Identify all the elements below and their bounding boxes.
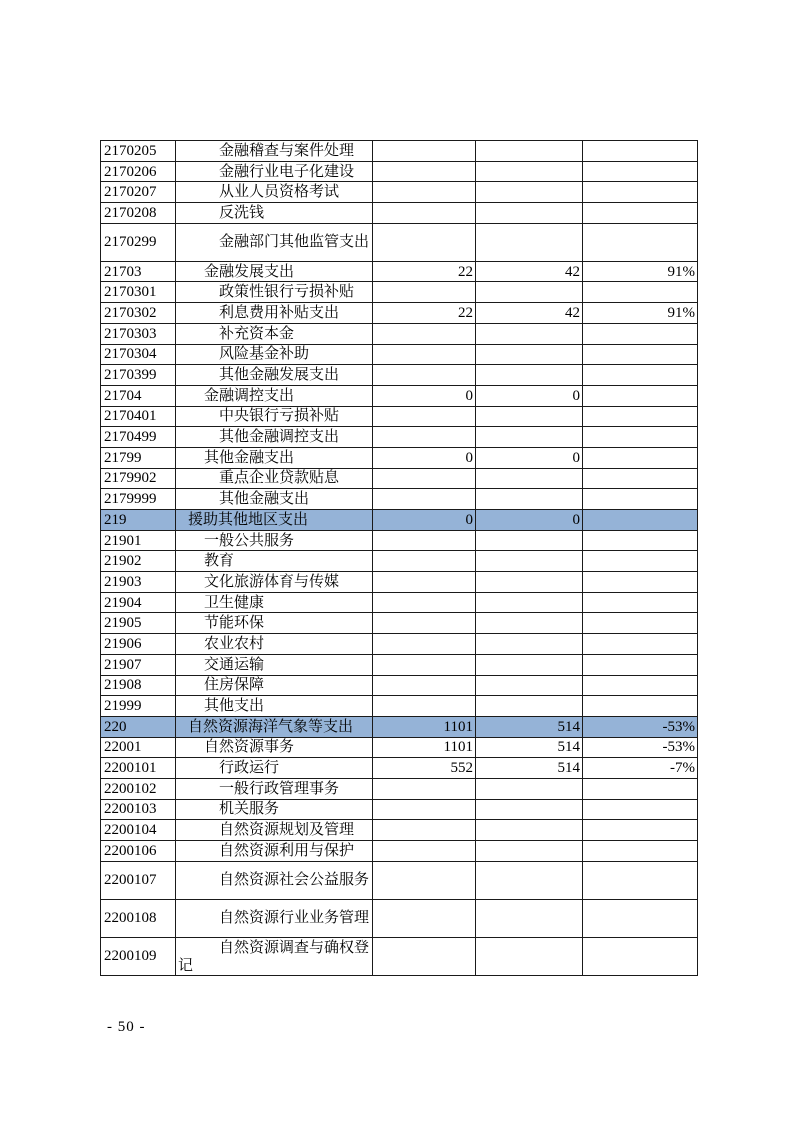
table-row [101, 900, 698, 938]
code-cell: 21703 [101, 262, 176, 283]
table-row [101, 141, 698, 162]
name-cell: 文化旅游体育与传媒 [176, 572, 373, 593]
value2-cell [476, 655, 583, 676]
name-cell: 其他金融支出 [176, 448, 373, 469]
percent-cell [583, 365, 698, 386]
page-number: - 50 - [107, 1019, 146, 1035]
name-cell: 一般公共服务 [176, 531, 373, 552]
percent-cell [583, 345, 698, 366]
code-cell: 2179902 [101, 469, 176, 490]
value2-cell [476, 800, 583, 821]
code-cell: 219 [101, 510, 176, 531]
percent-cell [583, 324, 698, 345]
name-cell: 机关服务 [176, 800, 373, 821]
table-row [101, 862, 698, 900]
value1-cell: 22 [373, 262, 476, 283]
code-cell: 2200103 [101, 800, 176, 821]
value1-cell [373, 345, 476, 366]
percent-cell [583, 655, 698, 676]
table-row [101, 427, 698, 448]
percent-cell [583, 448, 698, 469]
name-cell: 自然资源行业业务管理 [176, 900, 373, 938]
value1-cell: 552 [373, 758, 476, 779]
code-cell: 2170208 [101, 203, 176, 224]
name-cell: 自然资源海洋气象等支出 [176, 717, 373, 738]
percent-cell [583, 820, 698, 841]
value1-cell [373, 469, 476, 490]
code-cell: 2170304 [101, 345, 176, 366]
value1-cell [373, 676, 476, 697]
value2-cell [476, 593, 583, 614]
value2-cell [476, 469, 583, 490]
name-cell: 政策性银行亏损补贴 [176, 282, 373, 303]
table-row [101, 345, 698, 366]
code-cell: 21905 [101, 613, 176, 634]
value2-cell: 514 [476, 738, 583, 759]
value1-cell: 0 [373, 386, 476, 407]
code-cell: 21907 [101, 655, 176, 676]
name-cell: 住房保障 [176, 676, 373, 697]
percent-cell [583, 510, 698, 531]
name-cell: 补充资本金 [176, 324, 373, 345]
table-row [101, 469, 698, 490]
value2-cell [476, 841, 583, 862]
code-cell: 2200108 [101, 900, 176, 938]
table-row [101, 510, 698, 531]
percent-cell [583, 900, 698, 938]
percent-cell [583, 182, 698, 203]
value1-cell: 22 [373, 303, 476, 324]
value2-cell: 0 [476, 510, 583, 531]
code-cell: 2200107 [101, 862, 176, 900]
value1-cell [373, 224, 476, 262]
percent-cell [583, 593, 698, 614]
percent-cell [583, 572, 698, 593]
percent-cell [583, 531, 698, 552]
table-row [101, 448, 698, 469]
percent-cell [583, 634, 698, 655]
value1-cell [373, 593, 476, 614]
percent-cell [583, 224, 698, 262]
percent-cell [583, 282, 698, 303]
name-cell: 金融发展支出 [176, 262, 373, 283]
value1-cell [373, 407, 476, 428]
name-cell: 自然资源事务 [176, 738, 373, 759]
percent-cell [583, 162, 698, 183]
value2-cell [476, 779, 583, 800]
code-cell: 2200102 [101, 779, 176, 800]
table-row [101, 655, 698, 676]
table-row [101, 696, 698, 717]
table-row [101, 676, 698, 697]
code-cell: 2200104 [101, 820, 176, 841]
value1-cell: 1101 [373, 738, 476, 759]
value1-cell [373, 162, 476, 183]
name-cell: 其他支出 [176, 696, 373, 717]
value1-cell [373, 427, 476, 448]
name-cell: 其他金融发展支出 [176, 365, 373, 386]
value2-cell [476, 938, 583, 976]
value1-cell [373, 282, 476, 303]
name-cell: 重点企业贷款贴息 [176, 469, 373, 490]
value2-cell [476, 489, 583, 510]
percent-cell [583, 427, 698, 448]
percent-cell [583, 386, 698, 407]
percent-cell [583, 938, 698, 976]
table-row [101, 365, 698, 386]
code-cell: 2170207 [101, 182, 176, 203]
table-row [101, 386, 698, 407]
code-cell: 21908 [101, 676, 176, 697]
percent-cell: 91% [583, 303, 698, 324]
name-cell: 金融稽查与案件处理 [176, 141, 373, 162]
value1-cell [373, 938, 476, 976]
value1-cell [373, 324, 476, 345]
value2-cell [476, 531, 583, 552]
value2-cell [476, 613, 583, 634]
name-cell: 农业农村 [176, 634, 373, 655]
name-cell: 自然资源规划及管理 [176, 820, 373, 841]
percent-cell [583, 489, 698, 510]
table-row [101, 841, 698, 862]
value1-cell [373, 203, 476, 224]
code-cell: 2179999 [101, 489, 176, 510]
value1-cell [373, 182, 476, 203]
table-row [101, 282, 698, 303]
table-row [101, 800, 698, 821]
percent-cell [583, 203, 698, 224]
value2-cell [476, 676, 583, 697]
table-row [101, 738, 698, 759]
table-row [101, 489, 698, 510]
value1-cell [373, 531, 476, 552]
name-cell: 节能环保 [176, 613, 373, 634]
name-cell: 行政运行 [176, 758, 373, 779]
code-cell: 2170401 [101, 407, 176, 428]
value2-cell: 0 [476, 448, 583, 469]
table-row [101, 162, 698, 183]
code-cell: 2170399 [101, 365, 176, 386]
value1-cell [373, 841, 476, 862]
name-cell: 利息费用补贴支出 [176, 303, 373, 324]
value1-cell [373, 820, 476, 841]
table-row [101, 758, 698, 779]
percent-cell [583, 676, 698, 697]
name-cell: 其他金融支出 [176, 489, 373, 510]
name-cell: 自然资源调查与确权登记 [176, 938, 373, 976]
value1-cell [373, 634, 476, 655]
code-cell: 21906 [101, 634, 176, 655]
value2-cell [476, 862, 583, 900]
table-row [101, 262, 698, 283]
name-cell: 卫生健康 [176, 593, 373, 614]
code-cell: 21902 [101, 551, 176, 572]
value2-cell [476, 572, 583, 593]
name-cell: 自然资源利用与保护 [176, 841, 373, 862]
table-row [101, 203, 698, 224]
code-cell: 21901 [101, 531, 176, 552]
name-cell: 反洗钱 [176, 203, 373, 224]
table-row [101, 407, 698, 428]
percent-cell [583, 841, 698, 862]
percent-cell: -53% [583, 717, 698, 738]
value2-cell: 0 [476, 386, 583, 407]
value2-cell [476, 365, 583, 386]
value1-cell [373, 779, 476, 800]
value2-cell: 514 [476, 717, 583, 738]
value2-cell: 514 [476, 758, 583, 779]
table-row [101, 613, 698, 634]
value2-cell [476, 634, 583, 655]
value1-cell: 1101 [373, 717, 476, 738]
name-cell: 风险基金补助 [176, 345, 373, 366]
percent-cell: -53% [583, 738, 698, 759]
percent-cell [583, 469, 698, 490]
name-cell: 自然资源社会公益服务 [176, 862, 373, 900]
code-cell: 2170205 [101, 141, 176, 162]
code-cell: 21704 [101, 386, 176, 407]
name-cell: 金融调控支出 [176, 386, 373, 407]
code-cell: 2170206 [101, 162, 176, 183]
name-cell: 中央银行亏损补贴 [176, 407, 373, 428]
value1-cell: 0 [373, 448, 476, 469]
table-row [101, 224, 698, 262]
name-cell: 金融部门其他监管支出 [176, 224, 373, 262]
percent-cell [583, 407, 698, 428]
percent-cell [583, 613, 698, 634]
code-cell: 21999 [101, 696, 176, 717]
value1-cell [373, 141, 476, 162]
value2-cell [476, 427, 583, 448]
value1-cell [373, 862, 476, 900]
code-cell: 2170299 [101, 224, 176, 262]
name-cell: 一般行政管理事务 [176, 779, 373, 800]
value1-cell [373, 655, 476, 676]
value2-cell [476, 820, 583, 841]
code-cell: 22001 [101, 738, 176, 759]
table-row [101, 938, 698, 976]
code-cell: 2170499 [101, 427, 176, 448]
value1-cell [373, 900, 476, 938]
table-row [101, 303, 698, 324]
percent-cell [583, 696, 698, 717]
value2-cell: 42 [476, 262, 583, 283]
value1-cell [373, 613, 476, 634]
table-row [101, 572, 698, 593]
value2-cell [476, 900, 583, 938]
code-cell: 2200109 [101, 938, 176, 976]
value1-cell [373, 696, 476, 717]
name-cell: 教育 [176, 551, 373, 572]
code-cell: 220 [101, 717, 176, 738]
table-row [101, 324, 698, 345]
value1-cell [373, 800, 476, 821]
percent-cell [583, 800, 698, 821]
name-cell: 从业人员资格考试 [176, 182, 373, 203]
percent-cell [583, 551, 698, 572]
code-cell: 2200101 [101, 758, 176, 779]
value1-cell [373, 572, 476, 593]
name-cell: 交通运输 [176, 655, 373, 676]
code-cell: 21799 [101, 448, 176, 469]
value2-cell [476, 282, 583, 303]
table-row [101, 593, 698, 614]
code-cell: 2200106 [101, 841, 176, 862]
value1-cell [373, 551, 476, 572]
value2-cell [476, 345, 583, 366]
name-cell: 金融行业电子化建设 [176, 162, 373, 183]
table-row [101, 779, 698, 800]
value2-cell [476, 324, 583, 345]
code-cell: 2170303 [101, 324, 176, 345]
value2-cell [476, 551, 583, 572]
percent-cell: -7% [583, 758, 698, 779]
value2-cell: 42 [476, 303, 583, 324]
value2-cell [476, 224, 583, 262]
percent-cell [583, 779, 698, 800]
code-cell: 2170302 [101, 303, 176, 324]
value1-cell [373, 365, 476, 386]
table-row [101, 531, 698, 552]
name-cell: 其他金融调控支出 [176, 427, 373, 448]
value2-cell [476, 162, 583, 183]
value2-cell [476, 407, 583, 428]
percent-cell: 91% [583, 262, 698, 283]
table-row [101, 820, 698, 841]
percent-cell [583, 141, 698, 162]
percent-cell [583, 862, 698, 900]
name-cell: 援助其他地区支出 [176, 510, 373, 531]
table-row [101, 634, 698, 655]
value2-cell [476, 696, 583, 717]
code-cell: 2170301 [101, 282, 176, 303]
code-cell: 21904 [101, 593, 176, 614]
value2-cell [476, 203, 583, 224]
table-row [101, 182, 698, 203]
budget-table [100, 140, 698, 976]
table-row [101, 551, 698, 572]
value2-cell [476, 182, 583, 203]
value2-cell [476, 141, 583, 162]
value1-cell: 0 [373, 510, 476, 531]
table-row [101, 717, 698, 738]
code-cell: 21903 [101, 572, 176, 593]
value1-cell [373, 489, 476, 510]
